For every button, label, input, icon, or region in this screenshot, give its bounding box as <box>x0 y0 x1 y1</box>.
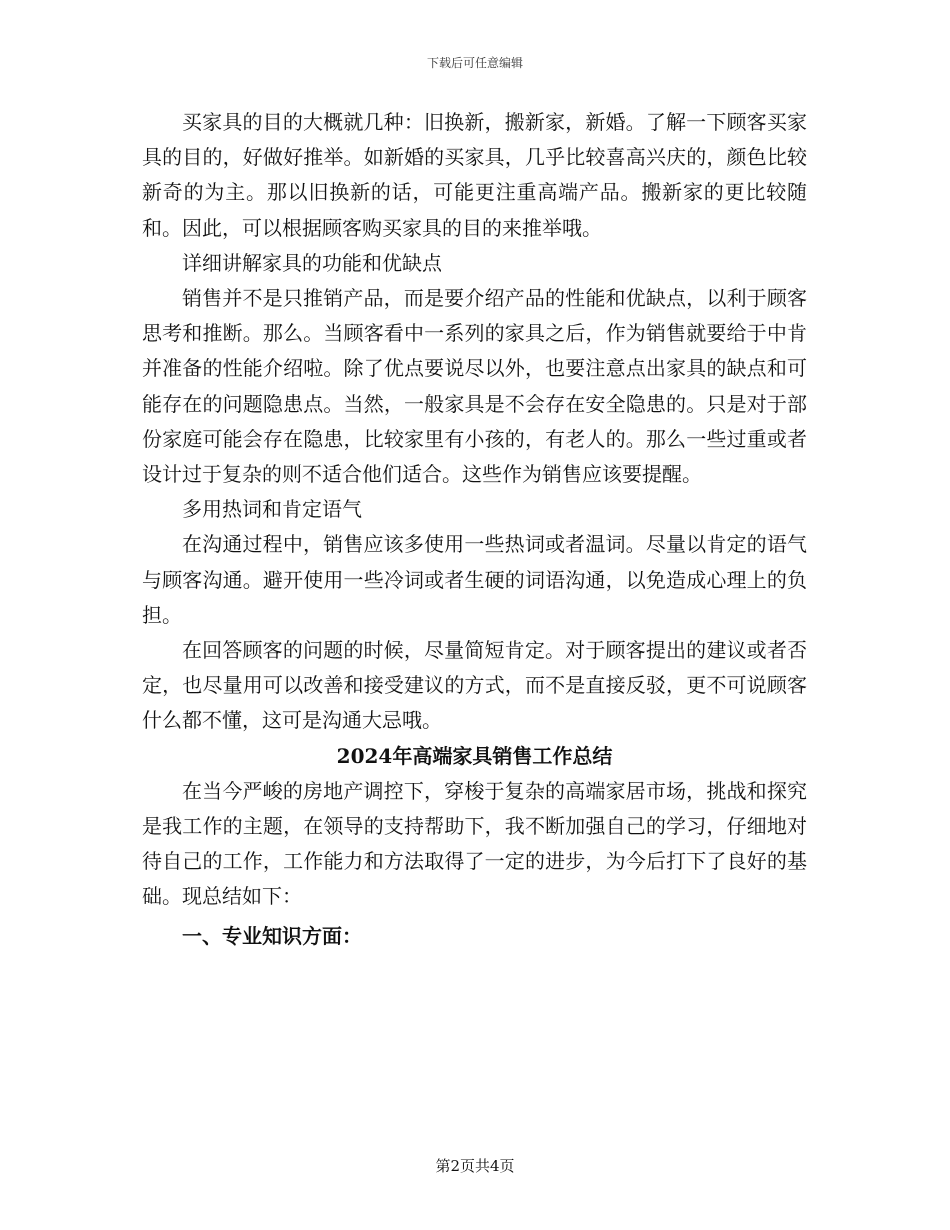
paragraph-intro: 在当今严峻的房地产调控下，穿梭于复杂的高端家居市场，挑战和探究是我工作的主题，在领导的支持帮助下，我不断加强自己的学习，仔细地对待自己的工作，工作能力和方法取得了一定的进步，为今后打下了良好的基础。现总结如下： <box>142 778 807 909</box>
page-header-note: 下载后可任意编辑 <box>426 56 523 70</box>
section-heading: 一、专业知识方面： <box>182 923 362 948</box>
paragraph-features: 销售并不是只推销产品，而是要介绍产品的性能和优缺点，以利于顾客思考和推断。那么。当顾客看中一系列的家具之后，作为销售就要给于中肯并准备的性能介绍啦。除了优点要说尽以外，也要注意点出家具的缺点和可能存在的问题隐患点。当然，一般家具是不会存在安全隐患的。只是对于部份家庭可能会存在隐患，比较家里有小孩的，有老人的。那么一些过重或者设计过于复杂的则不适合他们适合。这些作为销售应该要提醒。 <box>142 286 807 487</box>
document-body <box>142 105 807 957</box>
subheading-hot-words: 多用热词和肯定语气 <box>182 497 362 522</box>
page-number: 第2页共4页 <box>435 1157 515 1175</box>
paragraph-purpose: 买家具的目的大概就几种：旧换新，搬新家，新婚。了解一下顾客买家具的目的，好做好推举。如新婚的买家具，几乎比较喜高兴庆的，颜色比较新奇的为主。那以旧换新的话，可能更注重高端产品。搬新家的更比较随和。因此，可以根据顾客购买家具的目的来推举哦。 <box>142 110 807 240</box>
document-title: 2024年高端家具销售工作总结 <box>336 743 613 768</box>
subheading-features: 详细讲解家具的功能和优缺点 <box>182 250 442 275</box>
paragraph-answering: 在回答顾客的问题的时候，尽量简短肯定。对于顾客提出的建议或者否定，也尽量用可以改善和接受建议的方式，而不是直接反驳，更不可说顾客什么都不懂，这可是沟通大忌哦。 <box>142 638 807 733</box>
paragraph-communication: 在沟通过程中，销售应该多使用一些热词或者温词。尽量以肯定的语气与顾客沟通。避开使用一些冷词或者生硬的词语沟通，以免造成心理上的负担。 <box>142 532 807 627</box>
